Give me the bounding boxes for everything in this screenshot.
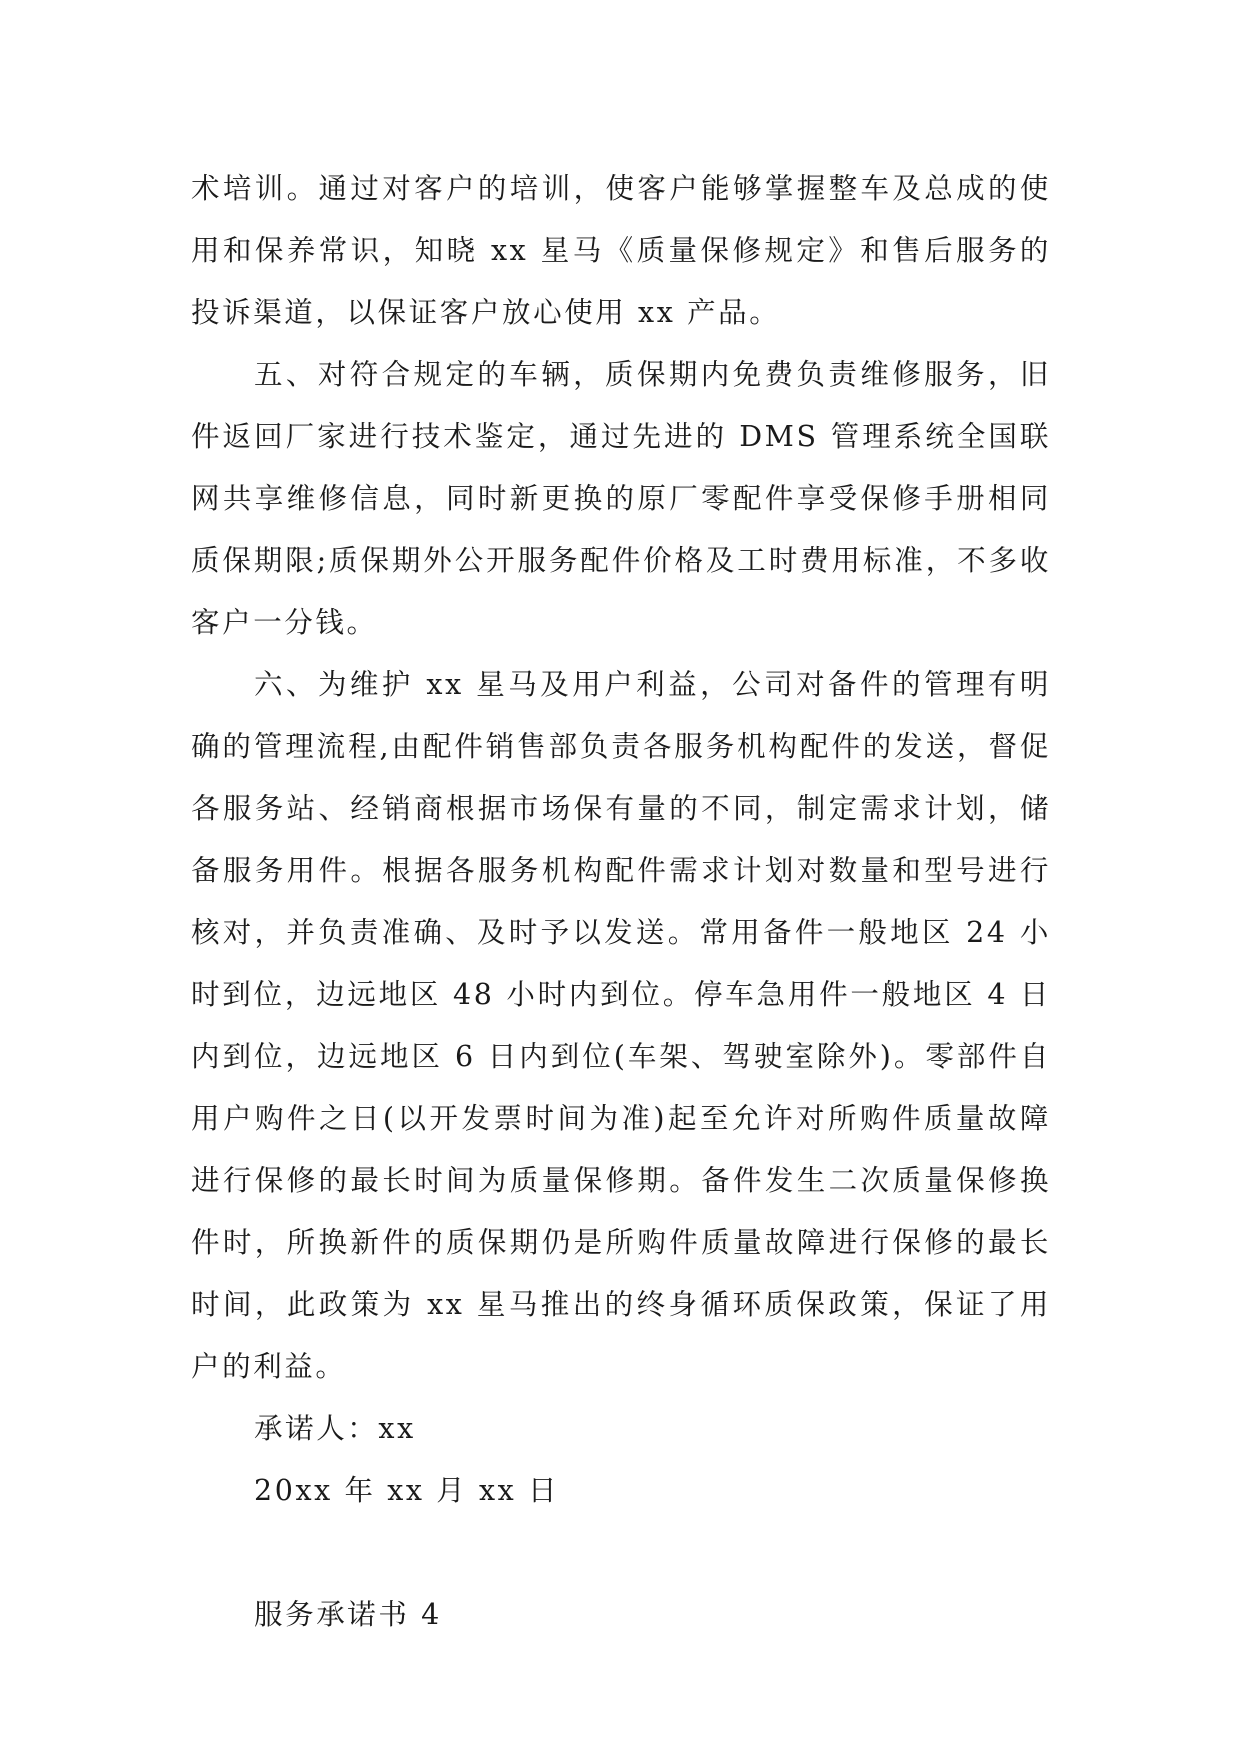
section-spacer (191, 1522, 1051, 1584)
signatory-line: 承诺人：xx (254, 1412, 416, 1445)
paragraph-item-six: 六、为维护 xx 星马及用户利益，公司对备件的管理有明确的管理流程,由配件销售部负责各服务机构配件的发送，督促各服务站、经销商根据市场保有量的不同，制定需求计划，储备服务用件。根据各服务机构配件需求计划对数量和型号进行核对，并负责准确、及时予以发送。常用备件一般地区 24 小时到位，边远地区 48 小时内到位。停车急用件一般地区 4 日内到位，边远地区 6 日内到位(车架、驾驶室除外)。零部件自用户购件之日(以开发票时间为准)起至允许对所购件质量故障进行保修的最长时间为质量保修期。备件发生二次质量保修换件时，所换新件的质保期仍是所购件质量故障进行保修的最长时间，此政策为 xx 星马推出的终身循环质保政策，保证了用户的利益。 (191, 668, 1051, 1383)
document-body (191, 158, 1051, 1646)
paragraph-training-continued: 术培训。通过对客户的培训，使客户能够掌握整车及总成的使用和保养常识，知晓 xx 星马《质量保修规定》和售后服务的投诉渠道，以保证客户放心使用 xx 产品。 (191, 172, 1051, 329)
date-line: 20xx 年 xx 月 xx 日 (254, 1474, 560, 1507)
paragraph-item-five: 五、对符合规定的车辆，质保期内免费负责维修服务，旧件返回厂家进行技术鉴定，通过先进的 DMS 管理系统全国联网共享维修信息，同时新更换的原厂零配件享受保修手册相同质保期限;质保期外公开服务配件价格及工时费用标准，不多收客户一分钱。 (191, 358, 1051, 639)
next-section-title: 服务承诺书 4 (254, 1598, 442, 1631)
